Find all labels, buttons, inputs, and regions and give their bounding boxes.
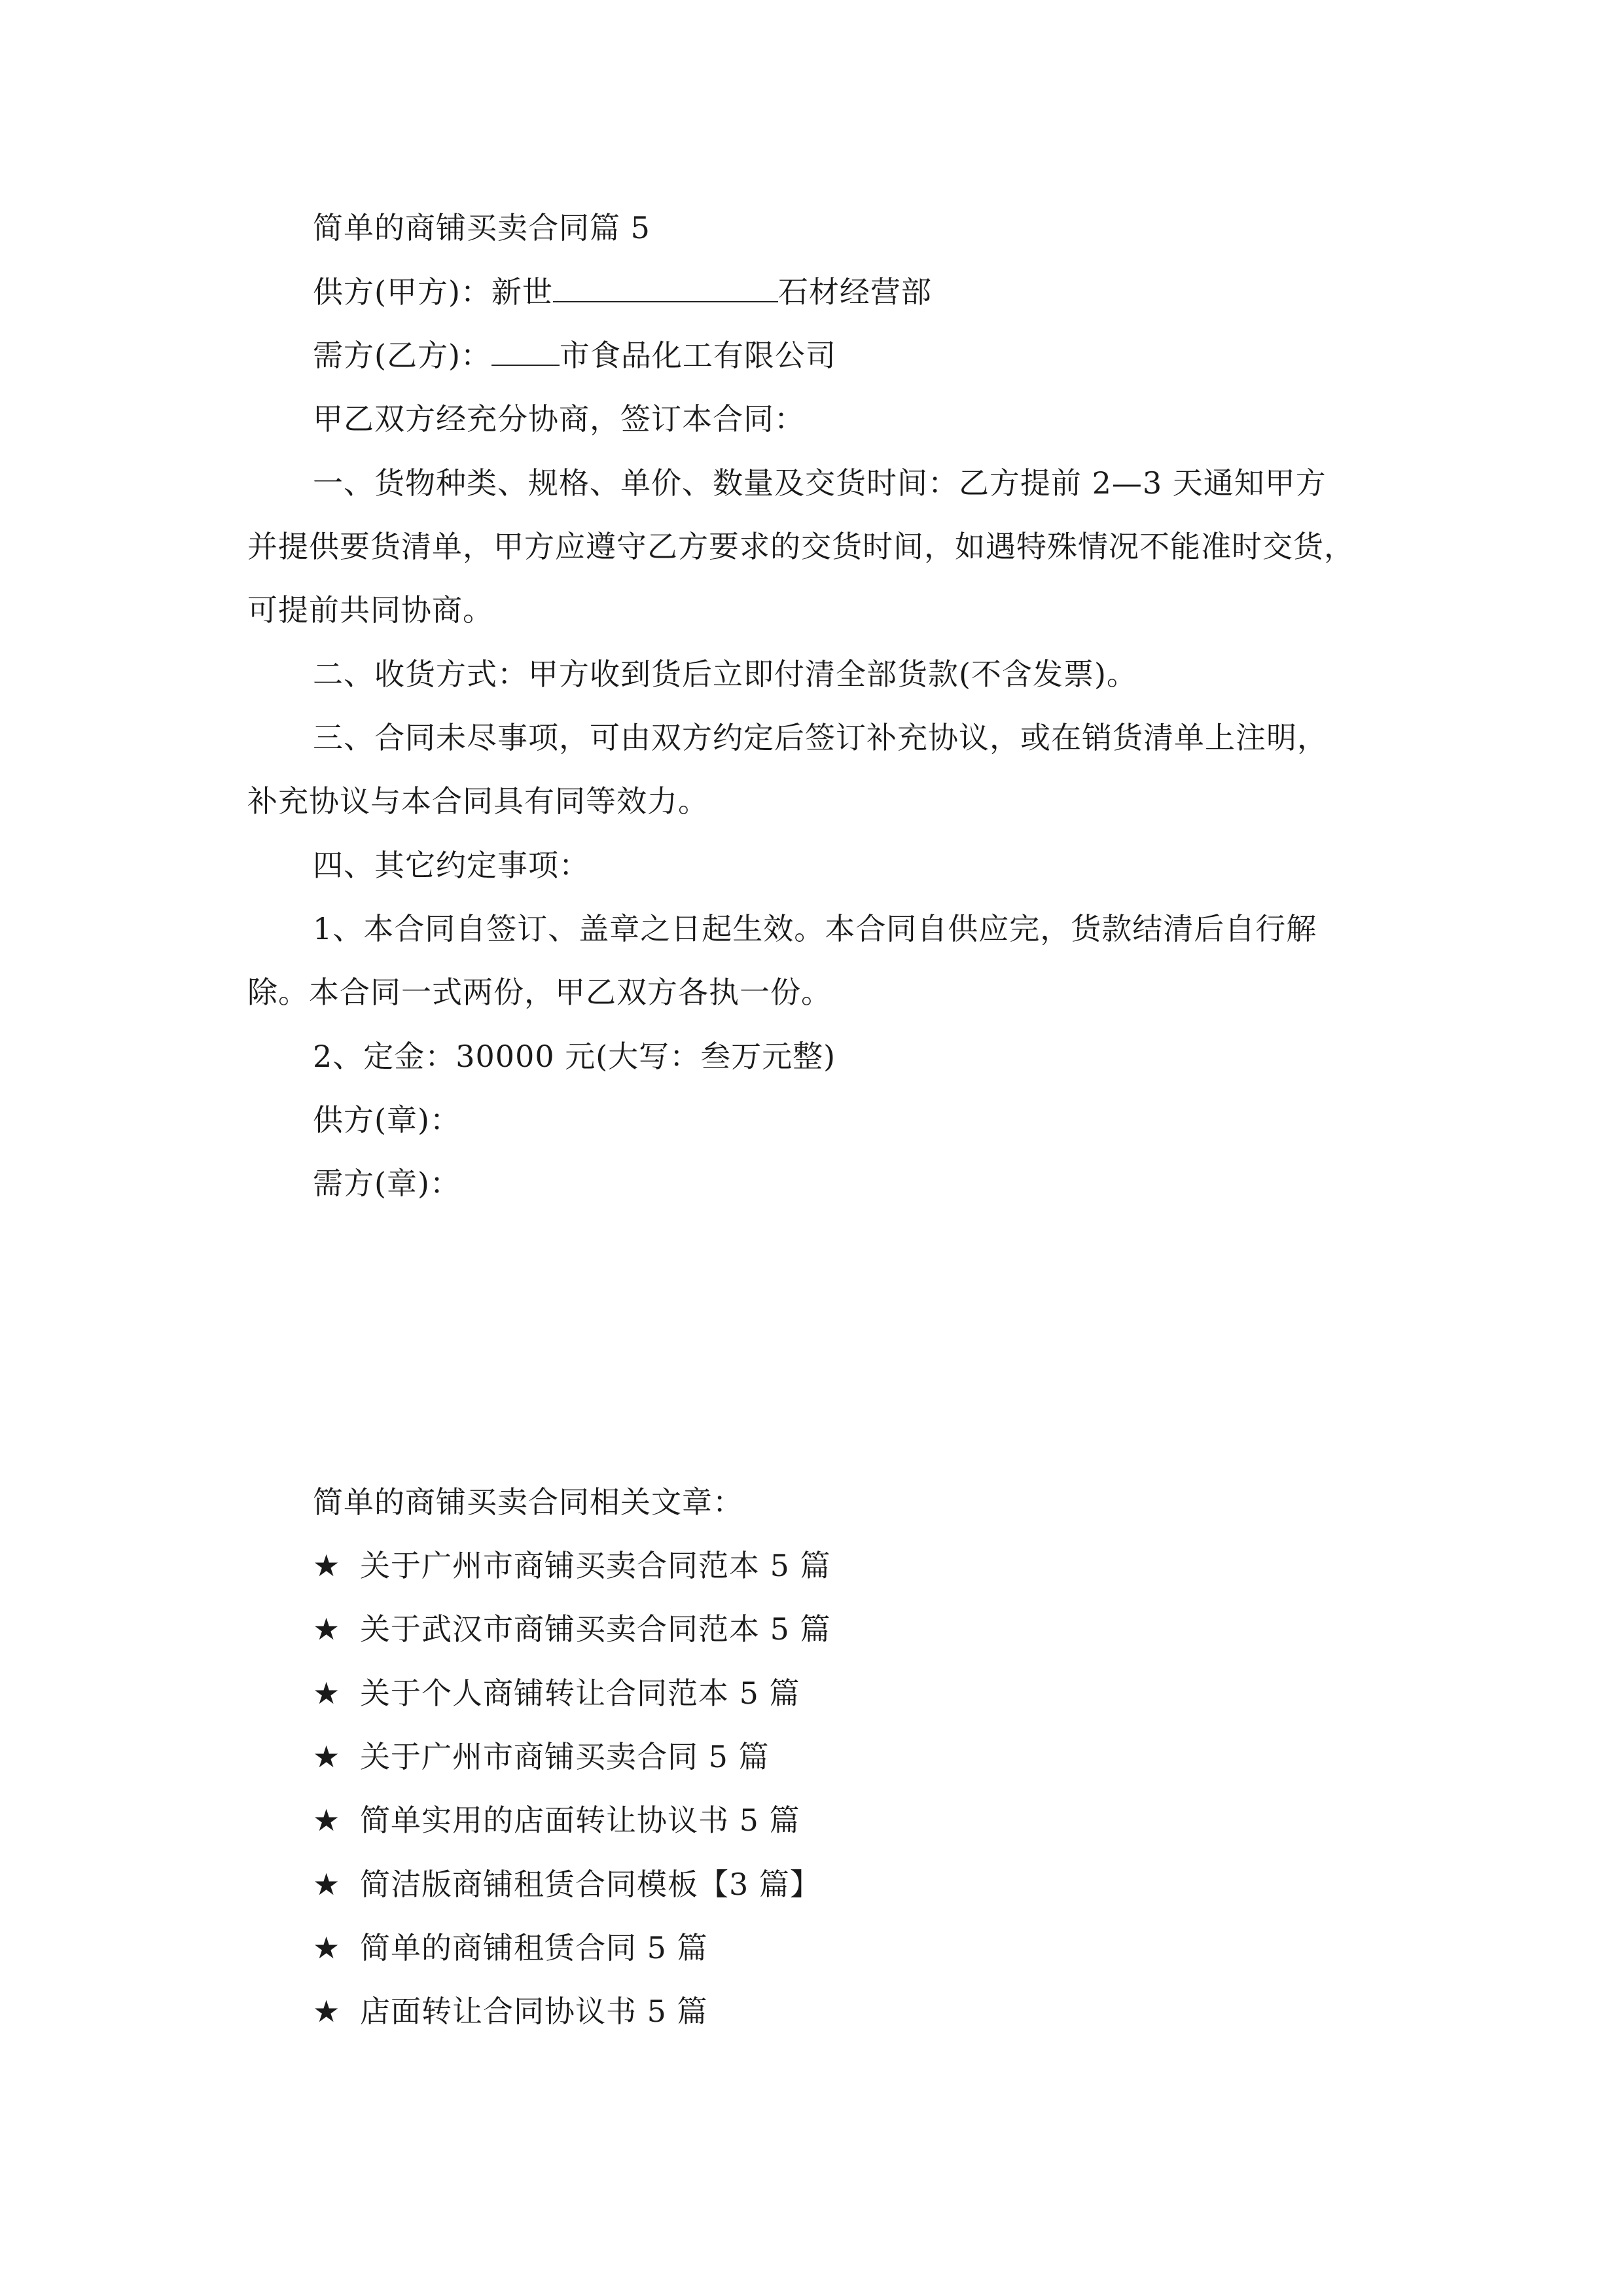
- related-link-8[interactable]: [313, 1992, 708, 2031]
- related-link-label: 简单实用的店面转让协议书 5 篇: [360, 1803, 800, 1838]
- buyer-suffix: 市食品化工有限公司: [559, 338, 836, 373]
- related-link-label: 简洁版商铺租赁合同模板【3 篇】: [360, 1867, 821, 1902]
- related-link-2[interactable]: [313, 1609, 831, 1649]
- related-link-label: 关于广州市商铺买卖合同 5 篇: [360, 1739, 770, 1774]
- clause3-line1: 三、合同未尽事项，可由双方约定后签订补充协议，或在销货清单上注明，: [313, 720, 1328, 755]
- buyer-blank: [491, 338, 560, 366]
- contract-intro: 甲乙双方经充分协商，签订本合同：: [313, 401, 805, 437]
- contract-title: 简单的商铺买卖合同篇 5: [313, 210, 651, 245]
- star-icon: ★: [313, 1930, 341, 1965]
- buyer-line: [313, 336, 836, 375]
- star-icon: ★: [313, 1867, 341, 1902]
- related-link-3[interactable]: [313, 1674, 800, 1713]
- star-icon: ★: [313, 1548, 341, 1583]
- item2: 2、定金：30000 元(大写：叁万元整): [313, 1039, 836, 1074]
- supplier-suffix: 石材经营部: [777, 274, 932, 310]
- clause1-line3: 可提前共同协商。: [247, 592, 493, 628]
- supplier-prefix: 供方(甲方)：新世: [313, 274, 553, 310]
- item1-line2: 除。本合同一式两份，甲乙双方各执一份。: [247, 975, 832, 1010]
- supplier-line: [313, 272, 932, 312]
- related-link-label: 关于武汉市商铺买卖合同范本 5 篇: [360, 1611, 831, 1647]
- star-icon: ★: [313, 1994, 341, 2029]
- related-link-7[interactable]: [313, 1928, 708, 1967]
- related-link-label: 关于广州市商铺买卖合同范本 5 篇: [360, 1548, 831, 1583]
- related-link-label: 关于个人商铺转让合同范本 5 篇: [360, 1676, 800, 1711]
- related-link-5[interactable]: [313, 1801, 800, 1840]
- related-link-6[interactable]: [313, 1865, 821, 1904]
- related-link-label: 简单的商铺租赁合同 5 篇: [360, 1930, 708, 1965]
- clause1-line1: 一、货物种类、规格、单价、数量及交货时间：乙方提前 2—3 天通知甲方: [313, 465, 1327, 501]
- clause4: 四、其它约定事项：: [313, 848, 590, 883]
- item1-line1: 1、本合同自签订、盖章之日起生效。本合同自供应完，货款结清后自行解: [313, 911, 1317, 946]
- related-heading: 简单的商铺买卖合同相关文章：: [313, 1484, 743, 1520]
- clause3-line2: 补充协议与本合同具有同等效力。: [247, 783, 709, 819]
- star-icon: ★: [313, 1739, 341, 1774]
- buyer-prefix: 需方(乙方)：: [313, 338, 491, 373]
- related-link-4[interactable]: [313, 1737, 770, 1776]
- related-link-1[interactable]: [313, 1546, 831, 1585]
- star-icon: ★: [313, 1676, 341, 1711]
- supplier-seal: 供方(章)：: [313, 1102, 461, 1138]
- related-link-label: 店面转让合同协议书 5 篇: [360, 1994, 708, 2029]
- clause1-line2: 并提供要货清单，甲方应遵守乙方要求的交货时间，如遇特殊情况不能准时交货，: [247, 529, 1355, 564]
- clause2: 二、收货方式：甲方收到货后立即付清全部货款(不含发票)。: [313, 656, 1137, 692]
- star-icon: ★: [313, 1803, 341, 1838]
- buyer-seal: 需方(章)：: [313, 1166, 461, 1201]
- supplier-blank: [553, 275, 778, 302]
- star-icon: ★: [313, 1611, 341, 1647]
